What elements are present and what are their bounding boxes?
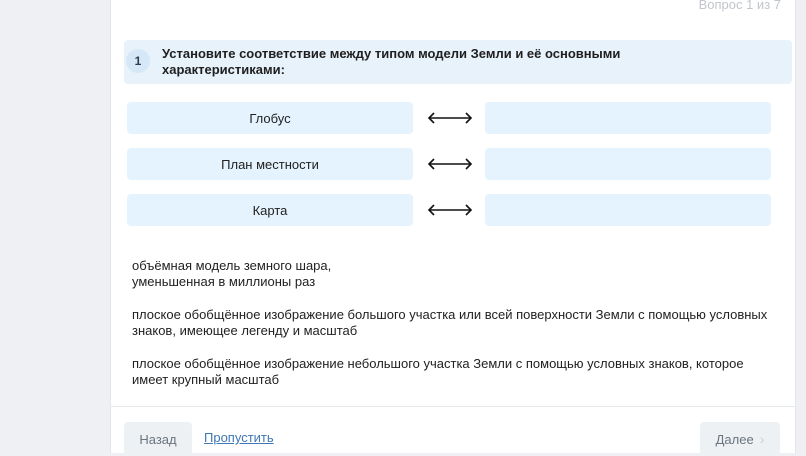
- answer-option[interactable]: объёмная модель земного шара, уменьшенная в миллионы раз: [132, 258, 332, 289]
- next-button[interactable]: [700, 422, 780, 456]
- back-button[interactable]: Назад: [124, 422, 192, 456]
- match-left-item[interactable]: Карта: [127, 194, 413, 226]
- match-left-item[interactable]: Глобус: [127, 102, 413, 134]
- chevron-right-icon: ›: [759, 431, 765, 447]
- match-row: [127, 194, 771, 226]
- question-number-badge: 1: [126, 49, 150, 73]
- question-text: Установите соответствие между типом модели Земли и её основными характеристиками:: [162, 46, 621, 77]
- question-card: [110, 0, 796, 453]
- question-counter: Вопрос 1 из 7: [698, 0, 781, 12]
- match-left-item[interactable]: План местности: [127, 148, 413, 180]
- double-arrow-icon: [427, 202, 473, 218]
- answer-option[interactable]: плоское обобщённое изображение большого участка или всей поверхности Земли с помощью условных знаков, имеющее легенду и масштаб: [132, 307, 768, 338]
- double-arrow-icon: [427, 156, 473, 172]
- match-drop-slot[interactable]: [485, 148, 771, 180]
- skip-link[interactable]: Пропустить: [204, 430, 274, 445]
- question-header: [124, 40, 792, 84]
- double-arrow-icon: [427, 110, 473, 126]
- next-button-label: Далее: [715, 431, 754, 447]
- match-row: [127, 148, 771, 180]
- match-drop-slot[interactable]: [485, 102, 771, 134]
- answer-options: [132, 258, 772, 405]
- match-row: [127, 102, 771, 134]
- question-footer: [111, 406, 795, 454]
- answer-option[interactable]: плоское обобщённое изображение небольшого участка Земли с помощью условных знаков, которое имеет крупный масштаб: [132, 356, 744, 387]
- match-drop-slot[interactable]: [485, 194, 771, 226]
